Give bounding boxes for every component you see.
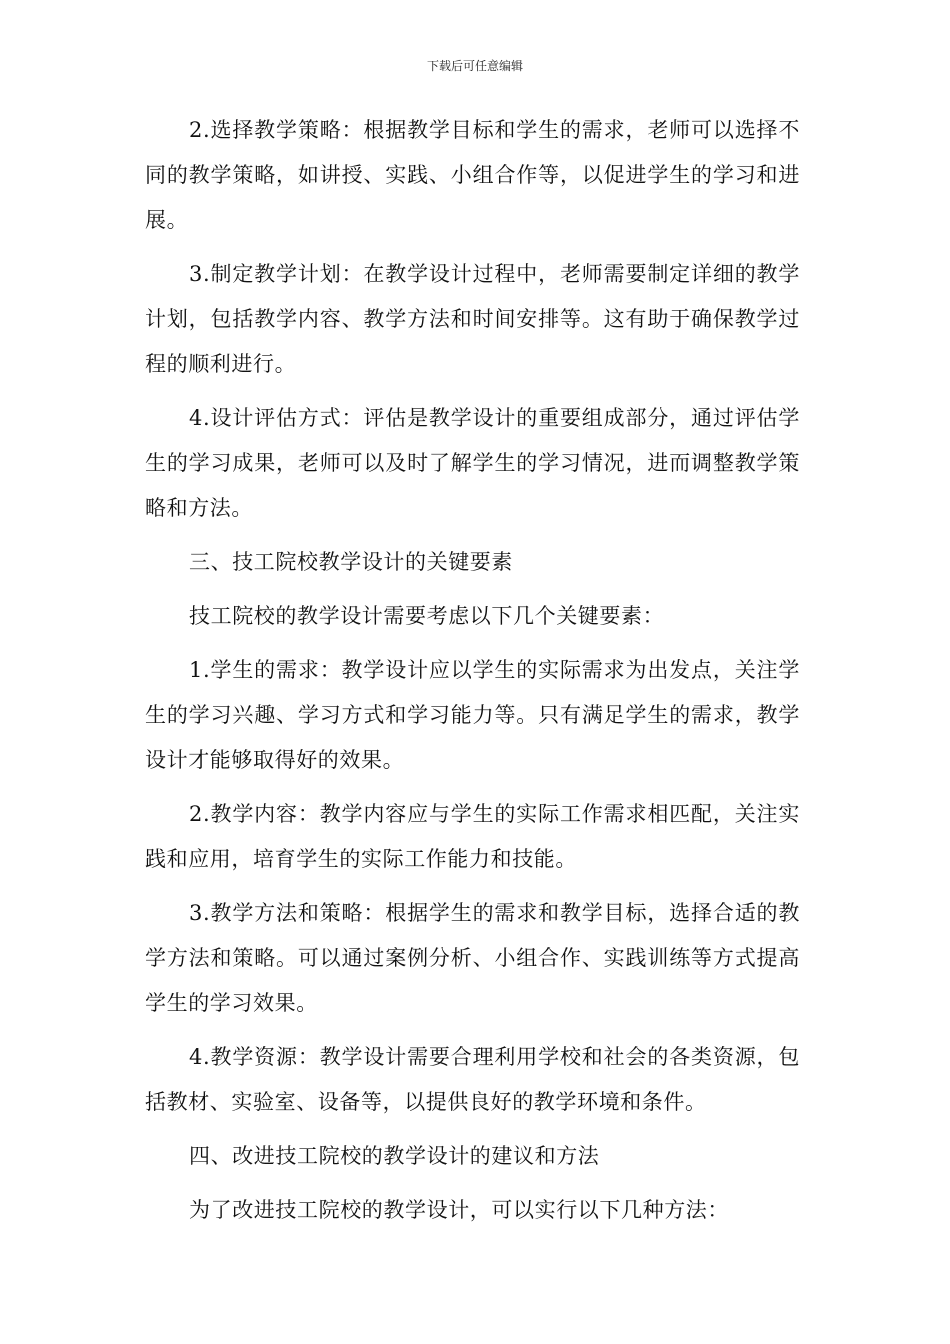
- paragraph-teaching-resources: 4.教学资源：教学设计需要合理利用学校和社会的各类资源，包括教材、实验室、设备等，以提供良好的教学环境和条件。: [145, 1045, 800, 1114]
- paragraph-select-strategy: 2.选择教学策略：根据教学目标和学生的需求，老师可以选择不同的教学策略，如讲授、实践、小组合作等，以促进学生的学习和进展。: [145, 118, 800, 232]
- paragraph-teaching-content: 2.教学内容：教学内容应与学生的实际工作需求相匹配，关注实践和应用，培育学生的实际工作能力和技能。: [145, 802, 800, 871]
- section-heading-improvements: 四、改进技工院校的教学设计的建议和方法: [189, 1144, 600, 1168]
- page-header: 下载后可任意编辑: [426, 59, 523, 73]
- paragraph-key-elements-intro: 技工院校的教学设计需要考虑以下几个关键要素：: [189, 604, 665, 628]
- paragraph-assessment: 4.设计评估方式：评估是教学设计的重要组成部分，通过评估学生的学习成果，老师可以及时了解学生的学习情况，进而调整教学策略和方法。: [145, 406, 800, 520]
- paragraph-methods-strategies: 3.教学方法和策略：根据学生的需求和教学目标，选择合适的教学方法和策略。可以通过案例分析、小组合作、实践训练等方式提高学生的学习效果。: [145, 901, 800, 1015]
- document-body: [145, 108, 800, 1233]
- section-heading-key-elements: 三、技工院校教学设计的关键要素: [189, 550, 513, 574]
- paragraph-student-needs: 1.学生的需求：教学设计应以学生的实际需求为出发点，关注学生的学习兴趣、学习方式和学习能力等。只有满足学生的需求，教学设计才能够取得好的效果。: [145, 658, 800, 772]
- paragraph-teaching-plan: 3.制定教学计划：在教学设计过程中，老师需要制定详细的教学计划，包括教学内容、教学方法和时间安排等。这有助于确保教学过程的顺利进行。: [145, 262, 800, 376]
- paragraph-improvements-intro: 为了改进技工院校的教学设计，可以实行以下几种方法：: [189, 1198, 729, 1222]
